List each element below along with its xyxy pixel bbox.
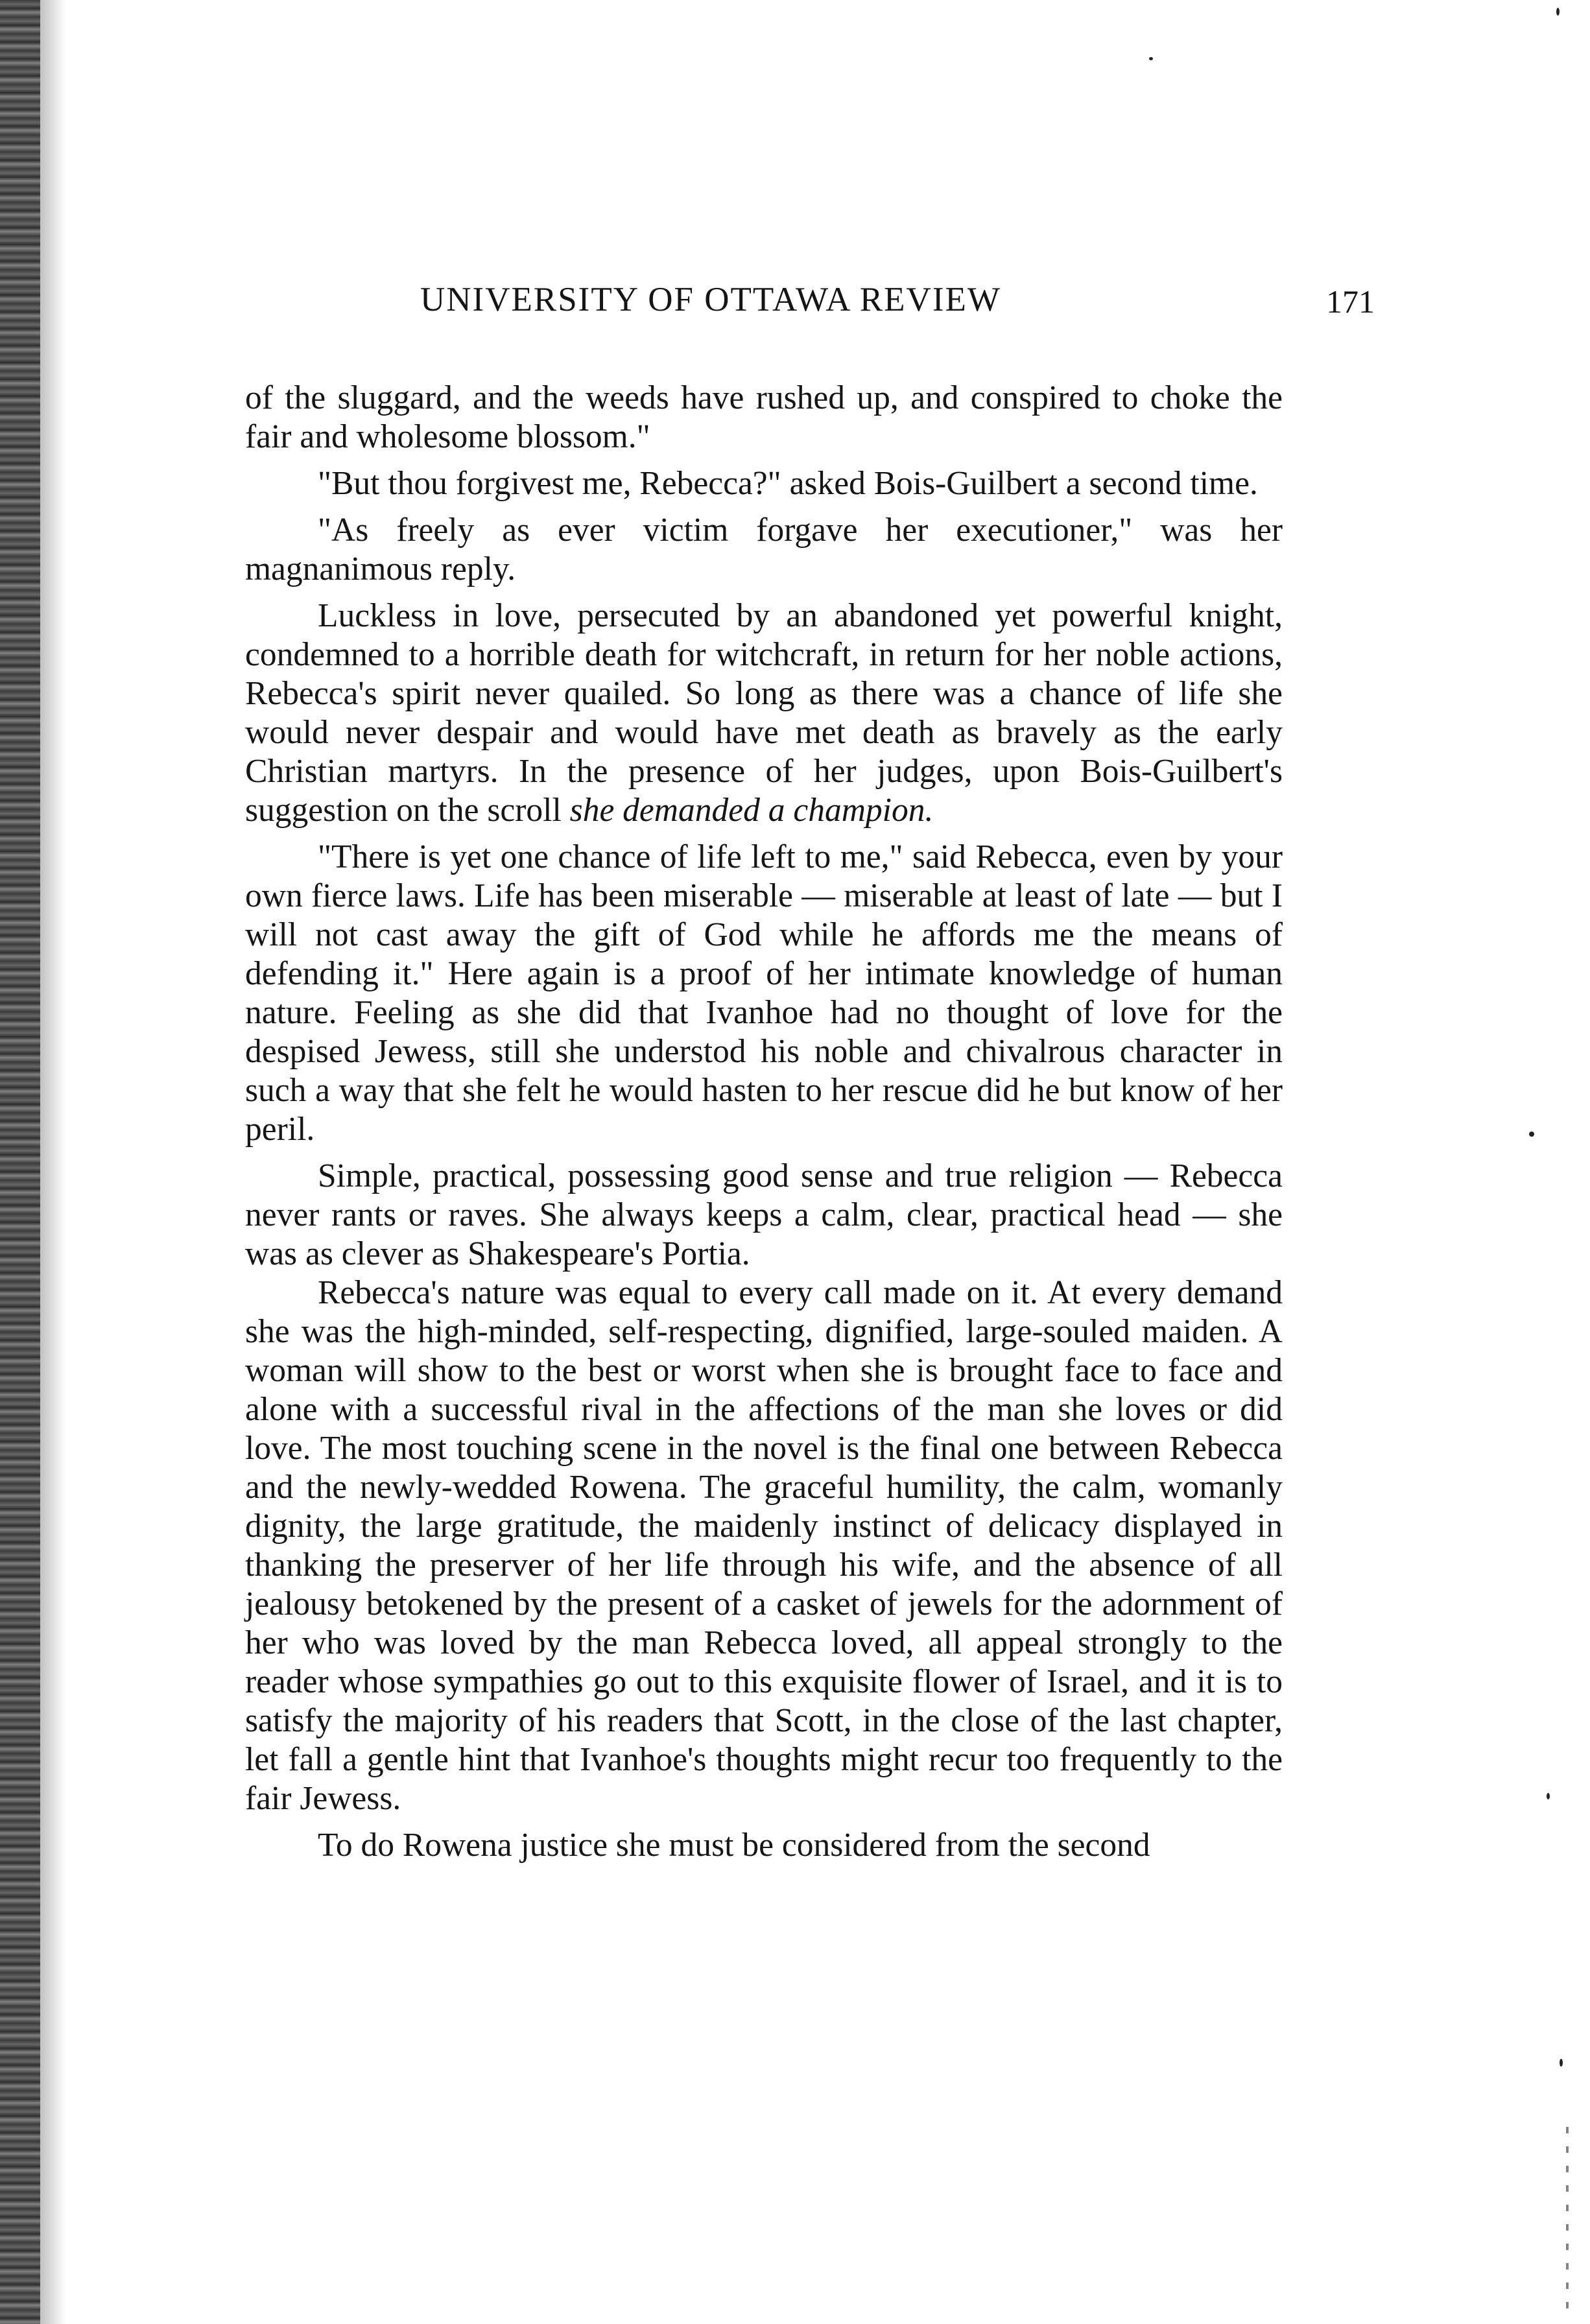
italic-phrase: she demanded a champion. [569, 792, 934, 829]
paragraph-8: To do Rowena justice she must be considered from the second [318, 1827, 1150, 1864]
scan-speck [1560, 2059, 1563, 2067]
page-number: 171 [1326, 283, 1375, 320]
paragraph-3: "As freely as ever victim forgave her executioner," was her magnanimous reply. [245, 512, 1283, 587]
article-body [245, 379, 1283, 1873]
scan-speck [1547, 1793, 1550, 1799]
gutter-shadow [40, 0, 66, 2324]
paragraph-7: Rebecca's nature was equal to every call made on it. At every demand she was the high-minded, self-respecting, dignified, large-souled maiden. A woman will show to the best or worst when she is brought face to face and alone with a successful rival in the affections of the man she loves or did love. The most touching scene in the novel is the final one between Rebecca and the newly-wedded Rowena. The graceful humility, the calm, womanly dignity, the large gratitude, the maidenly instinct of delicacy displayed in thanking the preserver of her life through his wife, and the absence of all jealousy betokened by the present of a casket of jewels for the adornment of her who was loved by the man Rebecca loved, all appeal strongly to the reader whose sympathies go out to this exquisite flower of Israel, and it is to satisfy the majority of his readers that Scott, in the close of the last chapter, let fall a gentle hint that Ivanhoe's thoughts might recur too frequently to the fair Jewess. [245, 1274, 1283, 1817]
paragraph-5: "There is yet one chance of life left to me," said Rebecca, even by your own fierce laws. Life has been miserable — miserable at least of late — but I will not cast away the gift of God while he affords me the means of defending it." Here again is a proof of her intimate knowledge of human nature. Feeling as she did that Ivanhoe had no thought of love for the despised Jewess, still she understod his noble and chivalrous character in such a way that she felt he would hasten to her rescue did he but know of her peril. [245, 838, 1283, 1148]
paragraph-1: of the sluggard, and the weeds have rushed up, and conspired to choke the fair and wholesome blossom." [245, 379, 1283, 455]
paragraph-2: "But thou forgivest me, Rebecca?" asked Bois-Guilbert a second time. [318, 465, 1258, 502]
running-header [246, 280, 1375, 332]
paragraph-4-text: Luckless in love, persecuted by an abandoned yet powerful knight, condemned to a horrible death for witchcraft, in return for her noble actions, Rebecca's spirit never quailed. So long as there was a chance of life she would never despair and would have met death as bravely as the early Christian martyrs. In the presence of her judges, upon Bois-Guilbert's suggestion on the scroll [245, 597, 1283, 829]
paragraph-4 [245, 597, 1283, 830]
scan-speck [1529, 1132, 1534, 1137]
journal-title: UNIVERSITY OF OTTAWA REVIEW [420, 281, 1001, 318]
edge-marks [1566, 2127, 1569, 2308]
book-spine-edge [0, 0, 40, 2324]
scan-speck [1149, 57, 1153, 60]
paragraph-6: Simple, practical, possessing good sense and true religion — Rebecca never rants or raves. She always keeps a calm, clear, practical head — she was as clever as Shakespeare's Portia. [245, 1157, 1283, 1272]
scan-speck [1556, 8, 1560, 16]
